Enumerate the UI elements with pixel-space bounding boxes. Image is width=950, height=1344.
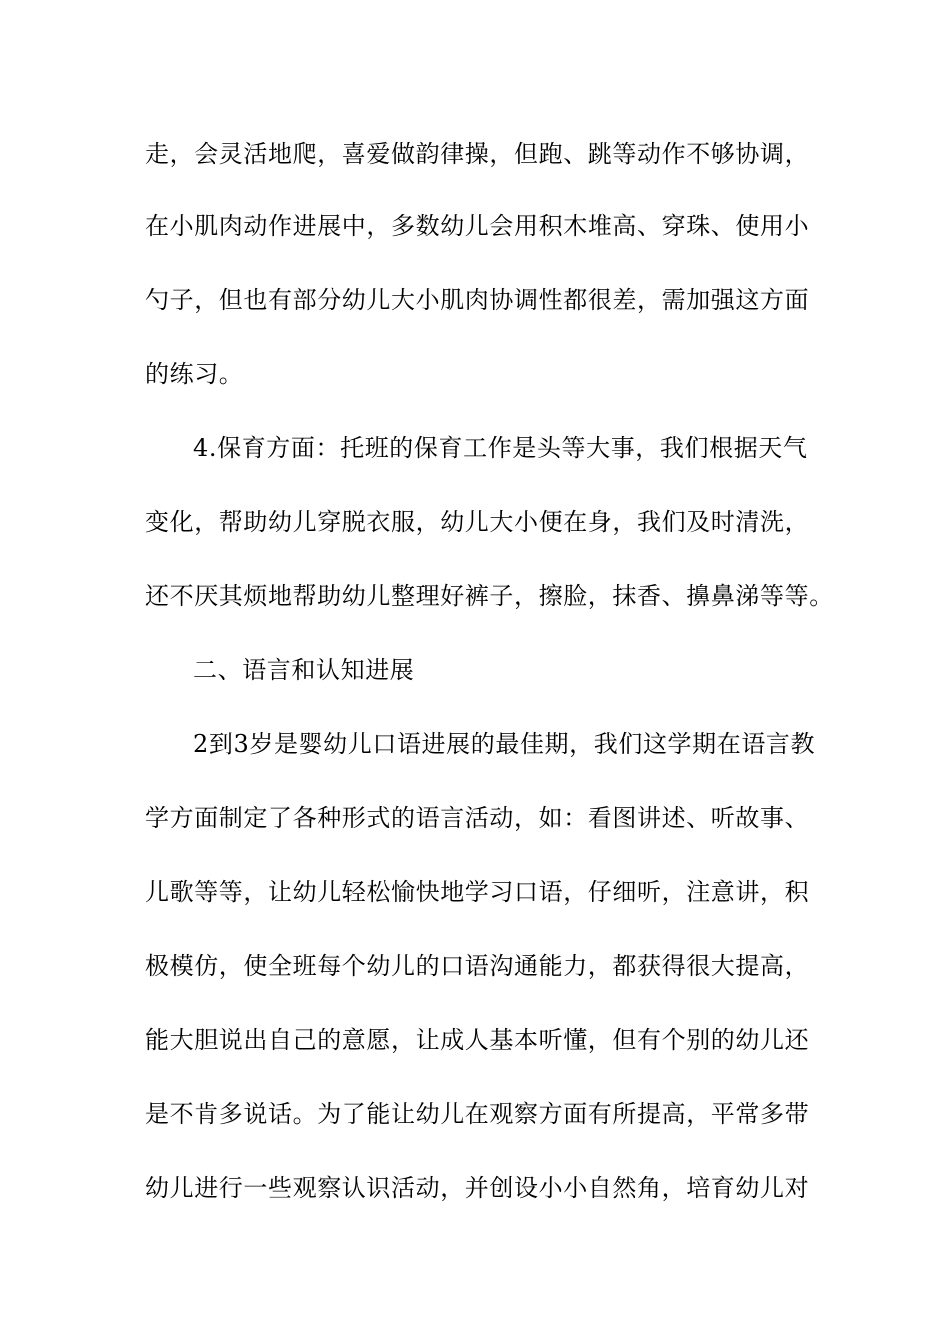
text-line: 幼儿进行一些观察认识活动，并创设小小自然角，培育幼儿对 <box>145 1174 810 1202</box>
text-line: 勺子，但也有部分幼儿大小肌肉协调性都很差，需加强这方面 <box>145 286 810 314</box>
text-line: 学方面制定了各种形式的语言活动，如：看图讲述、听故事、 <box>145 804 810 832</box>
text-line: 儿歌等等，让幼儿轻松愉快地学习口语，仔细听，注意讲，积 <box>145 878 810 906</box>
text-line: 能大胆说出自己的意愿，让成人基本听懂，但有个别的幼儿还 <box>145 1026 810 1054</box>
text-line-indented: 2到3岁是婴幼儿口语进展的最佳期，我们这学期在语言教 <box>193 730 816 758</box>
text-line-indented: 4.保育方面：托班的保育工作是头等大事，我们根据天气 <box>193 434 808 462</box>
text-line: 走，会灵活地爬，喜爱做韵律操，但跑、跳等动作不够协调， <box>145 140 810 168</box>
text-line: 是不肯多说话。为了能让幼儿在观察方面有所提高，平常多带 <box>145 1100 810 1128</box>
text-line: 变化，帮助幼儿穿脱衣服，幼儿大小便在身，我们及时清洗， <box>145 508 810 536</box>
section-heading: 二、语言和认知进展 <box>193 656 415 684</box>
text-line: 还不厌其烦地帮助幼儿整理好裤子，擦脸，抹香、擤鼻涕等等。 <box>145 582 834 610</box>
text-line: 极模仿，使全班每个幼儿的口语沟通能力，都获得很大提高， <box>145 952 810 980</box>
text-line: 在小肌肉动作进展中，多数幼儿会用积木堆高、穿珠、使用小 <box>145 212 810 240</box>
text-line: 的练习。 <box>145 360 244 388</box>
